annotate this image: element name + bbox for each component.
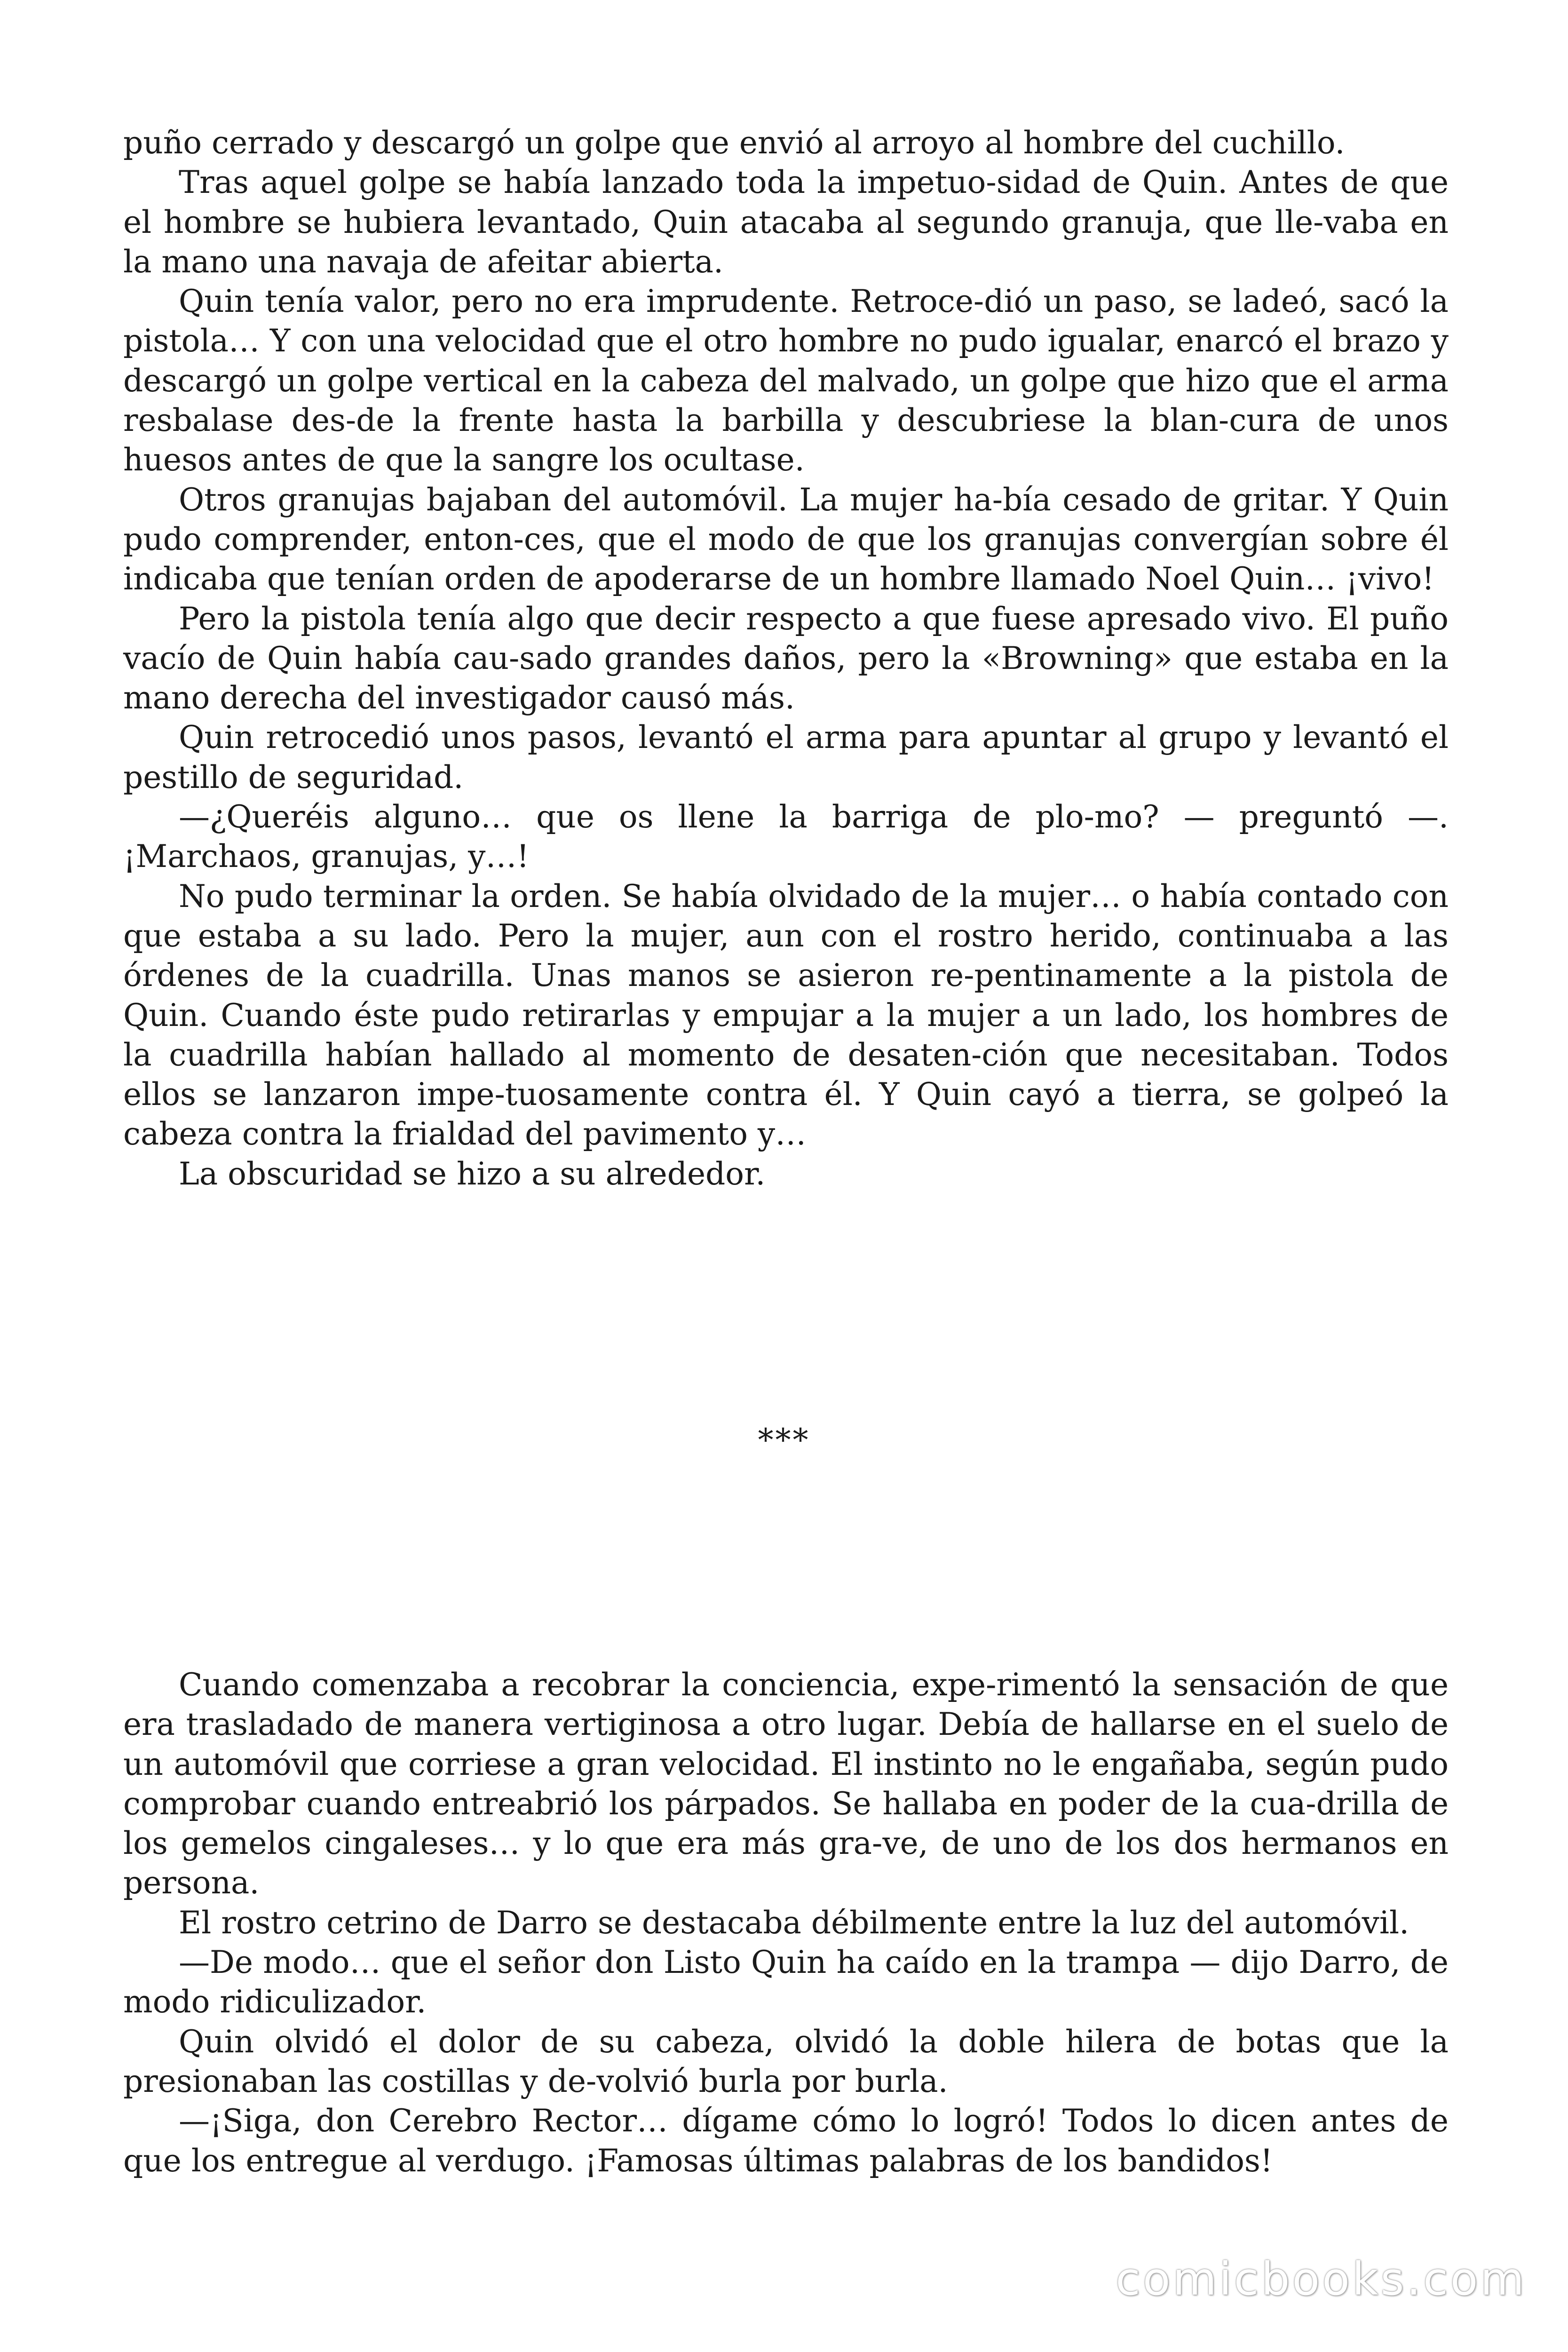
paragraph: Otros granujas bajaban del automóvil. La mujer ha-bía cesado de gritar. Y Quin pudo comprender, enton-ces, que el modo de que los granujas convergían sobre él indicaba que tenían orden de apoderarse de un hombre llamado Noel Quin… ¡vivo! (123, 481, 1449, 597)
paragraph: No pudo terminar la orden. Se había olvidado de la mujer… o había contado con que estaba a su lado. Pero la mujer, aun con el rostro herido, continuaba a las órdenes de la cuadrilla. Unas manos se asieron re-pentinamente a la pistola de Quin. Cuando éste pudo retirarlas y empujar a la mujer a un lado, los hombres de la cuadrilla habían hallado al momento de desaten-ción que necesitaban. Todos ellos se lanzaron impe-tuosamente contra él. Y Quin cayó a tierra, se golpeó la cabeza contra la frialdad del pavimento y… (123, 878, 1449, 1152)
text-section-1 (123, 123, 1449, 1194)
watermark: comicbooks.com (1115, 2253, 1527, 2305)
paragraph: Pero la pistola tenía algo que decir respecto a que fuese apresado vivo. El puño vacío de Quin había cau-sado grandes daños, pero la «Browning» que estaba en la mano derecha del investigador causó más. (123, 600, 1449, 716)
paragraph: Quin olvidó el dolor de su cabeza, olvidó la doble hilera de botas que la presionaban las costillas y de-volvió burla por burla. (123, 2023, 1449, 2099)
paragraph: Tras aquel golpe se había lanzado toda la impetuo-sidad de Quin. Antes de que el hombre se hubiera levantado, Quin atacaba al segundo granuja, que lle-vaba en la mano una navaja de afeitar abierta. (123, 164, 1449, 280)
paragraph: Quin tenía valor, pero no era imprudente. Retroce-dió un paso, se ladeó, sacó la pistola… Y con una velocidad que el otro hombre no pudo igualar, enarcó el brazo y descargó un golpe vertical en la cabeza del malvado, un golpe que hizo que el arma resbalase des-de la frente hasta la barbilla y descubriese la blan-cura de unos huesos antes de que la sangre los ocultase. (123, 283, 1449, 478)
paragraph: puño cerrado y descargó un golpe que envió al arroyo al hombre del cuchillo. (123, 125, 1345, 161)
paragraph: El rostro cetrino de Darro se destacaba débilmente entre la luz del automóvil. (179, 1904, 1410, 1941)
section-separator: *** (758, 1422, 810, 1458)
text-section-2 (123, 1665, 1449, 2181)
paragraph: —De modo… que el señor don Listo Quin ha caído en la trampa — dijo Darro, de modo ridiculizador. (123, 1944, 1449, 2020)
paragraph: Cuando comenzaba a recobrar la conciencia, expe-rimentó la sensación de que era trasladado de manera vertiginosa a otro lugar. Debía de hallarse en el suelo de un automóvil que corriese a gran velocidad. El instinto no le engañaba, según pudo comprobar cuando entreabrió los párpados. Se hallaba en poder de la cua-drilla de los gemelos cingaleses… y lo que era más gra-ve, de uno de los dos hermanos en persona. (123, 1667, 1449, 1901)
paragraph: —¿Queréis alguno… que os llene la barriga de plo-mo? — preguntó —. ¡Marchaos, granujas, y…! (123, 799, 1449, 875)
paragraph: —¡Siga, don Cerebro Rector… dígame cómo lo logró! Todos lo dicen antes de que los entregue al verdugo. ¡Famosas últimas palabras de los bandidos! (123, 2103, 1449, 2179)
paragraph: La obscuridad se hizo a su alrededor. (179, 1155, 766, 1192)
paragraph: Quin retrocedió unos pasos, levantó el arma para apuntar al grupo y levantó el pestillo de seguridad. (123, 719, 1449, 795)
